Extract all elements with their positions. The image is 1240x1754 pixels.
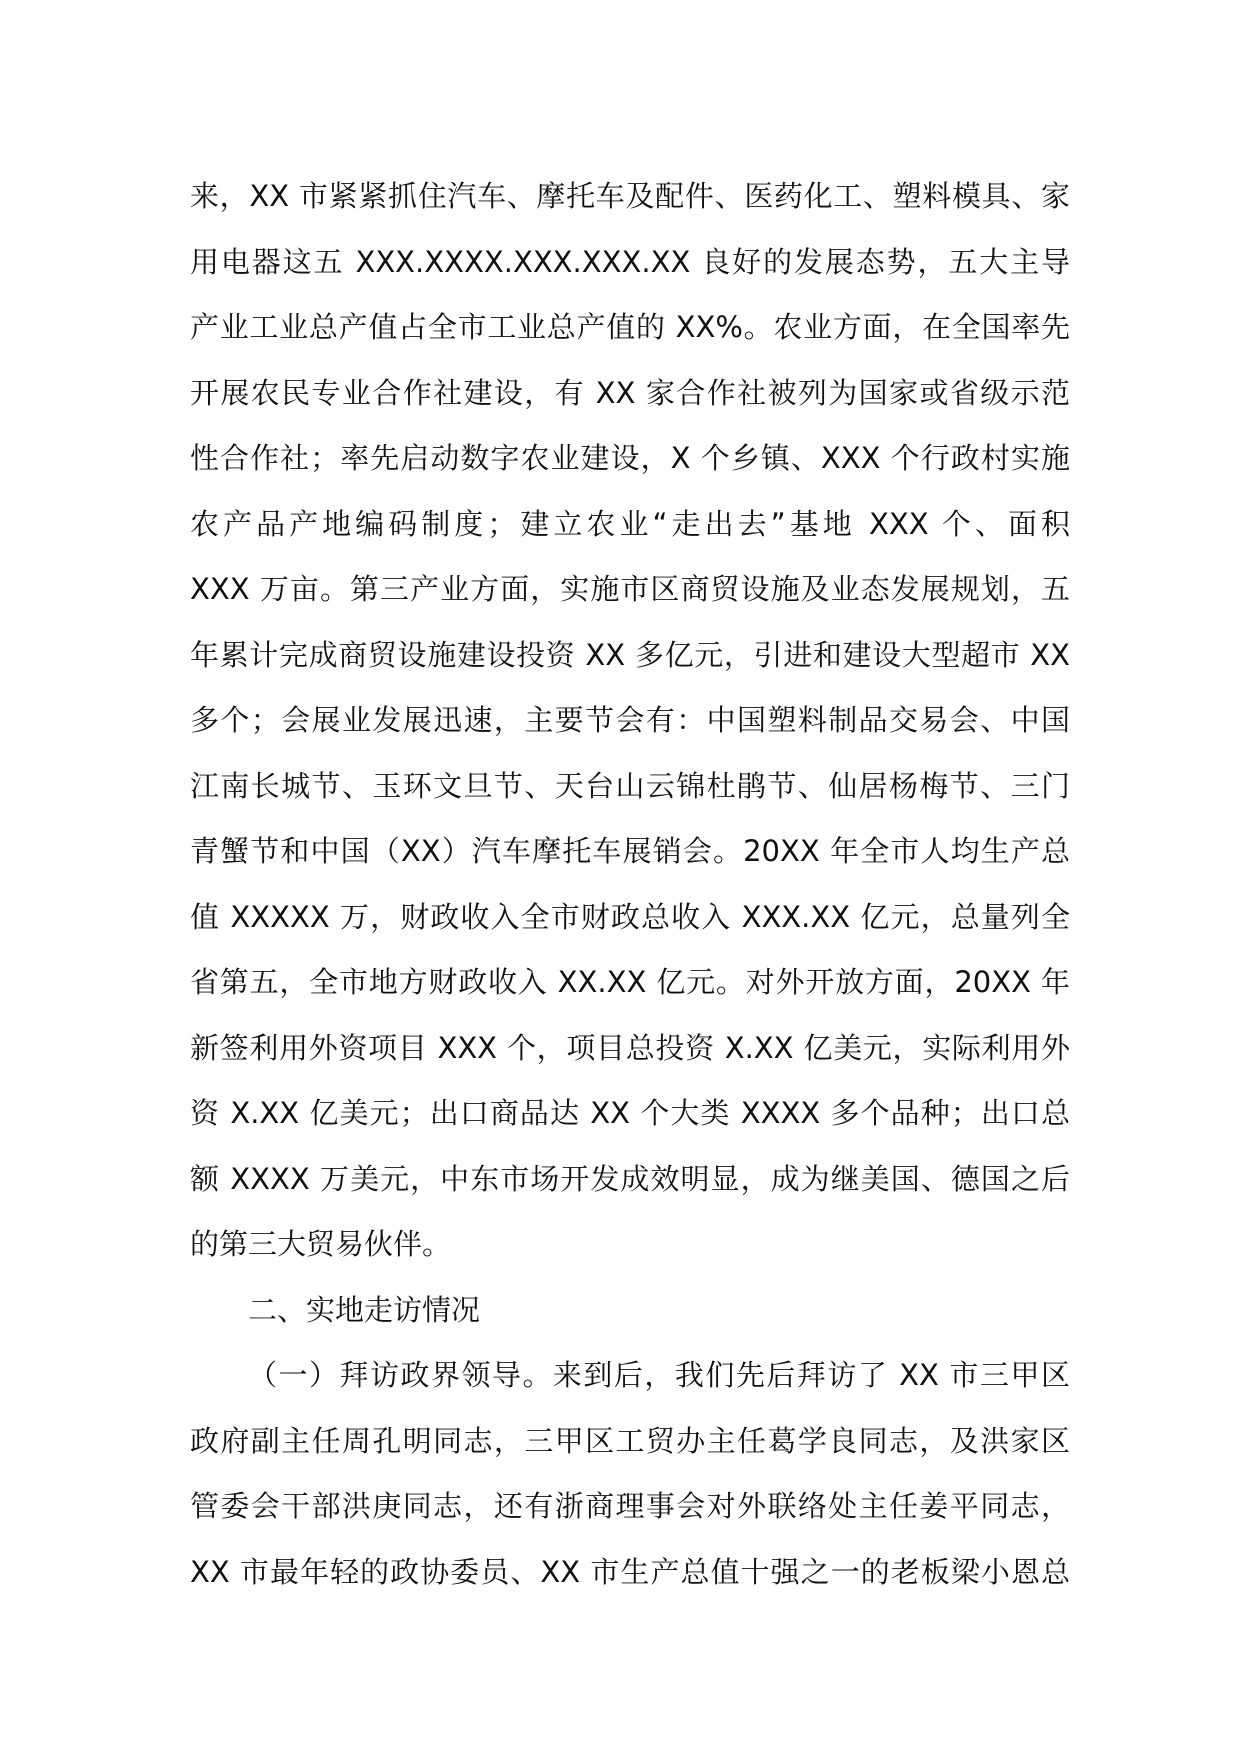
paragraph-line: 的第三大贸易伙伴。 <box>190 1227 452 1261</box>
paragraph-line: 值 XXXXX 万，财政收入全市财政总收入 XXX.XX 亿元，总量列全 <box>190 899 1070 934</box>
paragraph-line: 政府副主任周孔明同志，三甲区工贸办主任葛学良同志，及洪家区 <box>190 1423 1070 1458</box>
paragraph-line: 性合作社；率先启动数字农业建设，X 个乡镇、XXX 个行政村实施 <box>190 441 1070 475</box>
paragraph-line: 资 X.XX 亿美元；出口商品达 XX 个大类 XXXX 多个品种；出口总 <box>190 1096 1070 1130</box>
paragraph-line: 产业工业总产值占全市工业总产值的 XX%。农业方面，在全国率先 <box>190 310 1070 344</box>
paragraph-line: 农产品产地编码制度；建立农业“走出去”基地 XXX 个、面积 <box>190 506 1070 541</box>
paragraph-line: 额 XXXX 万美元，中东市场开发成效明显，成为继美国、德国之后 <box>190 1161 1070 1196</box>
section-heading: 二、实地走访情况 <box>248 1292 481 1327</box>
paragraph-line: XX 市最年轻的政协委员、XX 市生产总值十强之一的老板梁小恩总 <box>190 1554 1070 1589</box>
paragraph-line: 来，XX 市紧紧抓住汽车、摩托车及配件、医药化工、塑料模具、家 <box>190 179 1070 213</box>
paragraph-line: 多个；会展业发展迅速，主要节会有：中国塑料制品交易会、中国 <box>190 703 1070 737</box>
paragraph-line: 新签利用外资项目 XXX 个，项目总投资 X.XX 亿美元，实际利用外 <box>190 1030 1070 1065</box>
paragraph-line: （一）拜访政界领导。来到后，我们先后拜访了 XX 市三甲区 <box>248 1358 1070 1392</box>
paragraph-line: 省第五，全市地方财政收入 XX.XX 亿元。对外开放方面，20XX 年 <box>190 965 1070 999</box>
paragraph-line: 管委会干部洪庚同志，还有浙商理事会对外联络处主任姜平同志， <box>190 1489 1070 1523</box>
paragraph-line: 用电器这五 XXX.XXXX.XXX.XXX.XX 良好的发展态势，五大主导 <box>190 244 1070 279</box>
paragraph-line: XXX 万亩。第三产业方面，实施市区商贸设施及业态发展规划，五 <box>190 572 1070 606</box>
paragraph-line: 开展农民专业合作社建设，有 XX 家合作社被列为国家或省级示范 <box>190 375 1070 410</box>
paragraph-line: 江南长城节、玉环文旦节、天台山云锦杜鹃节、仙居杨梅节、三门 <box>190 768 1070 803</box>
paragraph-line: 青蟹节和中国（XX）汽车摩托车展销会。20XX 年全市人均生产总 <box>190 834 1070 868</box>
body-text <box>190 164 1070 1605</box>
paragraph-line: 年累计完成商贸设施建设投资 XX 多亿元，引进和建设大型超市 XX <box>190 637 1070 672</box>
